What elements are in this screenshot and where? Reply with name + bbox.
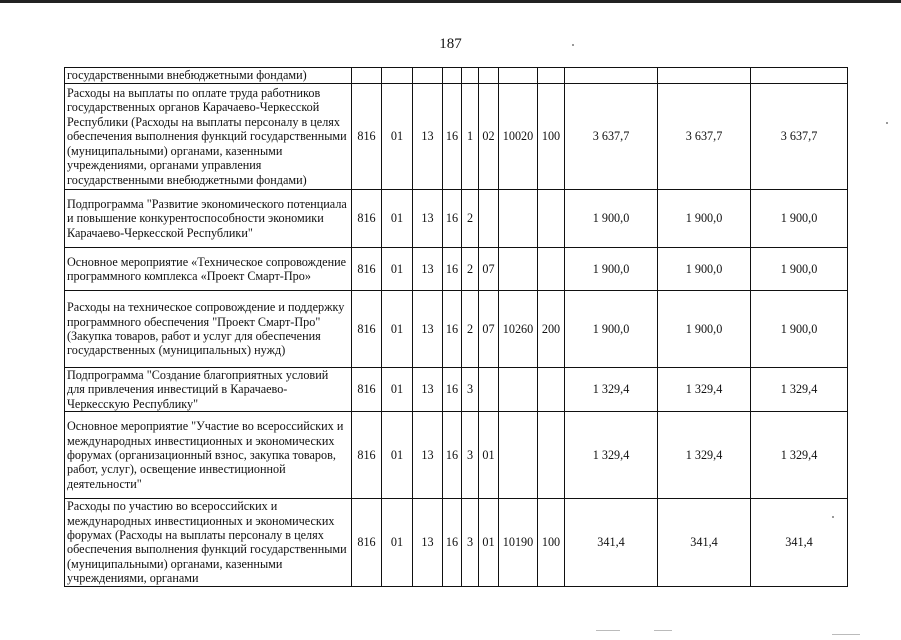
cell-activity: 07 [479, 248, 499, 291]
cell-direction [499, 68, 538, 84]
cell-rz [382, 68, 413, 84]
cell-expense-type [538, 248, 565, 291]
cell-pr: 13 [413, 499, 443, 586]
cell-expense-type [538, 68, 565, 84]
cell-sum-3: 1 900,0 [751, 291, 848, 368]
cell-pr: 13 [413, 412, 443, 499]
budget-table [64, 67, 848, 587]
cell-sum-1: 1 900,0 [565, 190, 658, 248]
cell-description: государственными внебюджетными фондами) [65, 68, 352, 84]
cell-gr: 816 [352, 291, 382, 368]
cell-subprogram: 2 [462, 291, 479, 368]
cell-sum-1: 341,4 [565, 499, 658, 586]
cell-sum-1: 1 329,4 [565, 412, 658, 499]
cell-rz: 01 [382, 499, 413, 586]
cell-description: Расходы на техническое сопровождение и поддержку программного обеспечения "Проект Смарт-Про" (Закупка товаров, работ и услуг для обеспечения государственных (муниципальных) нужд) [65, 291, 352, 368]
cell-description: Основное мероприятие «Техническое сопровождение программного комплекса «Проект Смарт-Про» [65, 248, 352, 291]
scan-smudge [596, 630, 620, 631]
cell-rz: 01 [382, 368, 413, 412]
cell-activity [479, 190, 499, 248]
cell-sum-3: 1 329,4 [751, 368, 848, 412]
top-border [0, 0, 901, 3]
cell-activity [479, 68, 499, 84]
table-row [65, 68, 848, 84]
cell-pr: 13 [413, 190, 443, 248]
table-row [65, 412, 848, 499]
cell-sum-2: 1 329,4 [658, 368, 751, 412]
cell-sum-1: 1 900,0 [565, 248, 658, 291]
cell-pr: 13 [413, 84, 443, 190]
cell-activity: 02 [479, 84, 499, 190]
scan-smudge [832, 634, 860, 635]
cell-program: 16 [443, 190, 462, 248]
cell-sum-3: 1 900,0 [751, 248, 848, 291]
cell-expense-type [538, 412, 565, 499]
cell-expense-type: 100 [538, 499, 565, 586]
cell-program: 16 [443, 84, 462, 190]
cell-sum-3: 1 329,4 [751, 412, 848, 499]
cell-sum-2 [658, 68, 751, 84]
cell-direction: 10190 [499, 499, 538, 586]
cell-sum-2: 1 900,0 [658, 190, 751, 248]
table-row [65, 248, 848, 291]
cell-gr: 816 [352, 190, 382, 248]
cell-rz: 01 [382, 84, 413, 190]
cell-subprogram: 3 [462, 412, 479, 499]
cell-subprogram: 2 [462, 248, 479, 291]
cell-sum-1 [565, 68, 658, 84]
cell-direction [499, 248, 538, 291]
cell-subprogram: 1 [462, 84, 479, 190]
cell-sum-3: 1 900,0 [751, 190, 848, 248]
cell-description: Подпрограмма "Развитие экономического потенциала и повышение конкурентоспособности экономики Карачаево-Черкесской Республики" [65, 190, 352, 248]
cell-description: Подпрограмма "Создание благоприятных условий для привлечения инвестиций в Карачаево-Черкесскую Республику" [65, 368, 352, 412]
cell-sum-3: 3 637,7 [751, 84, 848, 190]
cell-description: Расходы по участию во всероссийских и международных инвестиционных и экономических форумах (Расходы на выплаты персоналу в целях обеспечения выполнения функций государственными (муниципальными) органами, казенными учреждениями, органами [65, 499, 352, 586]
cell-expense-type: 100 [538, 84, 565, 190]
cell-rz: 01 [382, 190, 413, 248]
cell-sum-2: 3 637,7 [658, 84, 751, 190]
cell-program: 16 [443, 412, 462, 499]
scan-speck [886, 122, 888, 124]
cell-pr [413, 68, 443, 84]
cell-sum-1: 1 900,0 [565, 291, 658, 368]
scan-smudge [654, 630, 672, 631]
cell-expense-type: 200 [538, 291, 565, 368]
cell-sum-2: 1 900,0 [658, 291, 751, 368]
scan-speck [572, 44, 574, 46]
cell-direction: 10260 [499, 291, 538, 368]
cell-subprogram [462, 68, 479, 84]
cell-expense-type [538, 190, 565, 248]
cell-rz: 01 [382, 412, 413, 499]
cell-sum-1: 1 329,4 [565, 368, 658, 412]
cell-direction [499, 412, 538, 499]
cell-sum-3 [751, 68, 848, 84]
cell-gr: 816 [352, 499, 382, 586]
cell-activity [479, 368, 499, 412]
table-row [65, 499, 848, 586]
cell-pr: 13 [413, 368, 443, 412]
cell-program: 16 [443, 368, 462, 412]
cell-direction [499, 190, 538, 248]
page-number: 187 [439, 36, 462, 52]
scan-speck [832, 516, 834, 518]
cell-activity: 01 [479, 499, 499, 586]
cell-description: Основное мероприятие "Участие во всероссийских и международных инвестиционных и экономических форумах (организационный взнос, закупка товаров, работ, услуг), освещение инвестиционной деятельности" [65, 412, 352, 499]
cell-program: 16 [443, 248, 462, 291]
table-row [65, 291, 848, 368]
cell-description: Расходы на выплаты по оплате труда работников государственных органов Карачаево-Черкесской Республики (Расходы на выплаты персоналу в целях обеспечения выполнения функций государственными (муниципальными) органами, казенными учреждениями, органами управления государственными внебюджетными фондами) [65, 84, 352, 190]
cell-program: 16 [443, 499, 462, 586]
cell-gr: 816 [352, 412, 382, 499]
cell-pr: 13 [413, 248, 443, 291]
cell-gr: 816 [352, 368, 382, 412]
cell-subprogram: 2 [462, 190, 479, 248]
cell-subprogram: 3 [462, 368, 479, 412]
table-row [65, 84, 848, 190]
cell-sum-2: 1 329,4 [658, 412, 751, 499]
cell-activity: 01 [479, 412, 499, 499]
cell-rz: 01 [382, 291, 413, 368]
cell-gr: 816 [352, 248, 382, 291]
cell-subprogram: 3 [462, 499, 479, 586]
cell-program [443, 68, 462, 84]
cell-sum-1: 3 637,7 [565, 84, 658, 190]
cell-rz: 01 [382, 248, 413, 291]
cell-sum-2: 341,4 [658, 499, 751, 586]
table-row [65, 190, 848, 248]
cell-activity: 07 [479, 291, 499, 368]
cell-direction: 10020 [499, 84, 538, 190]
cell-sum-3: 341,4 [751, 499, 848, 586]
cell-direction [499, 368, 538, 412]
cell-program: 16 [443, 291, 462, 368]
cell-sum-2: 1 900,0 [658, 248, 751, 291]
table-row [65, 368, 848, 412]
cell-pr: 13 [413, 291, 443, 368]
cell-gr [352, 68, 382, 84]
cell-gr: 816 [352, 84, 382, 190]
cell-expense-type [538, 368, 565, 412]
